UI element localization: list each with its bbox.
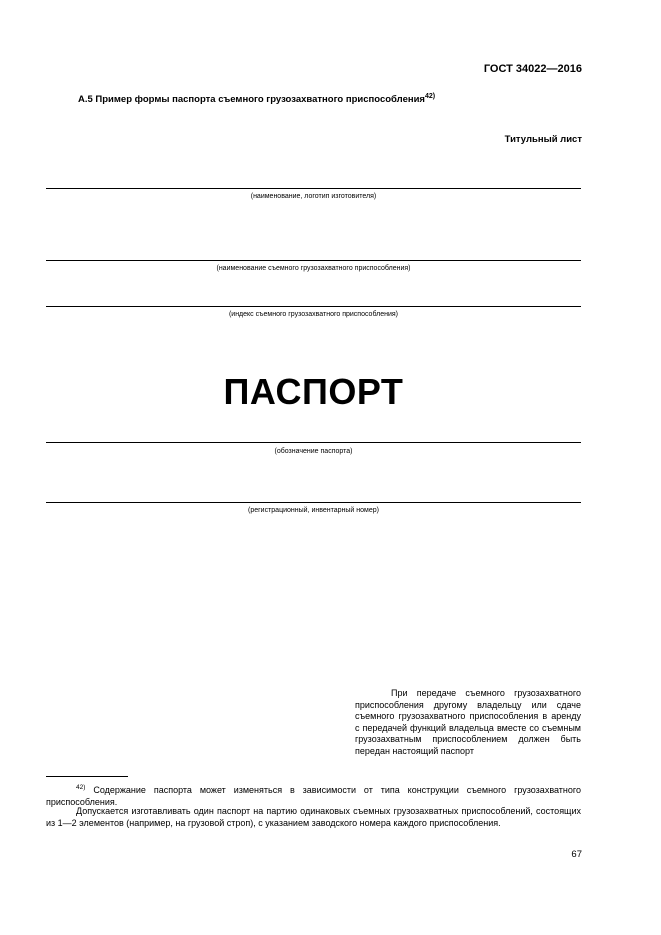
- registration-line: [46, 502, 581, 503]
- passport-designation-line: [46, 442, 581, 443]
- passport-designation-caption: (обозначение паспорта): [274, 448, 353, 455]
- footnote-separator: [46, 776, 128, 777]
- page-number: 67: [571, 849, 582, 860]
- manufacturer-caption: (наименование, логотип изготовителя): [250, 193, 377, 200]
- footnote-1-text: Содержание паспорта может изменяться в зависимости от типа конструкции съемного грузозахватного приспособления.: [46, 785, 581, 807]
- device-name-caption: (наименование съемного грузозахватного приспособления): [216, 265, 411, 272]
- transfer-note: При передаче съемного грузозахватного приспособления другому владельцу или сдаче съемного грузозахватного приспособления в аренду с передачей функций владельца вместе со съемным грузозахватным приспособлением должен быть передан настоящий паспорт: [355, 688, 581, 756]
- section-heading: [78, 93, 435, 105]
- section-heading-text: А.5 Пример формы паспорта съемного грузозахватного приспособления: [78, 94, 425, 106]
- passport-title: ПАСПОРТ: [223, 371, 404, 412]
- registration-caption: (регистрационный, инвентарный номер): [248, 507, 379, 514]
- manufacturer-line: [46, 188, 581, 189]
- footnote-2: Допускается изготавливать один паспорт на партию одинаковых съемных грузозахватных приспособлений, состоящих из 1—2 элементов (например, на грузовой строп), с указанием заводского номера каждого приспособления.: [46, 806, 581, 828]
- device-index-line: [46, 306, 581, 307]
- device-index-caption: (индекс съемного грузозахватного приспособления): [228, 311, 399, 318]
- standard-number: ГОСТ 34022—2016: [483, 63, 582, 75]
- device-name-line: [46, 260, 581, 261]
- footnote-marker: 42): [76, 784, 86, 791]
- title-sheet-label: Титульный лист: [504, 134, 582, 145]
- footnote-1: [46, 782, 581, 808]
- footnote-reference: 42): [424, 93, 436, 100]
